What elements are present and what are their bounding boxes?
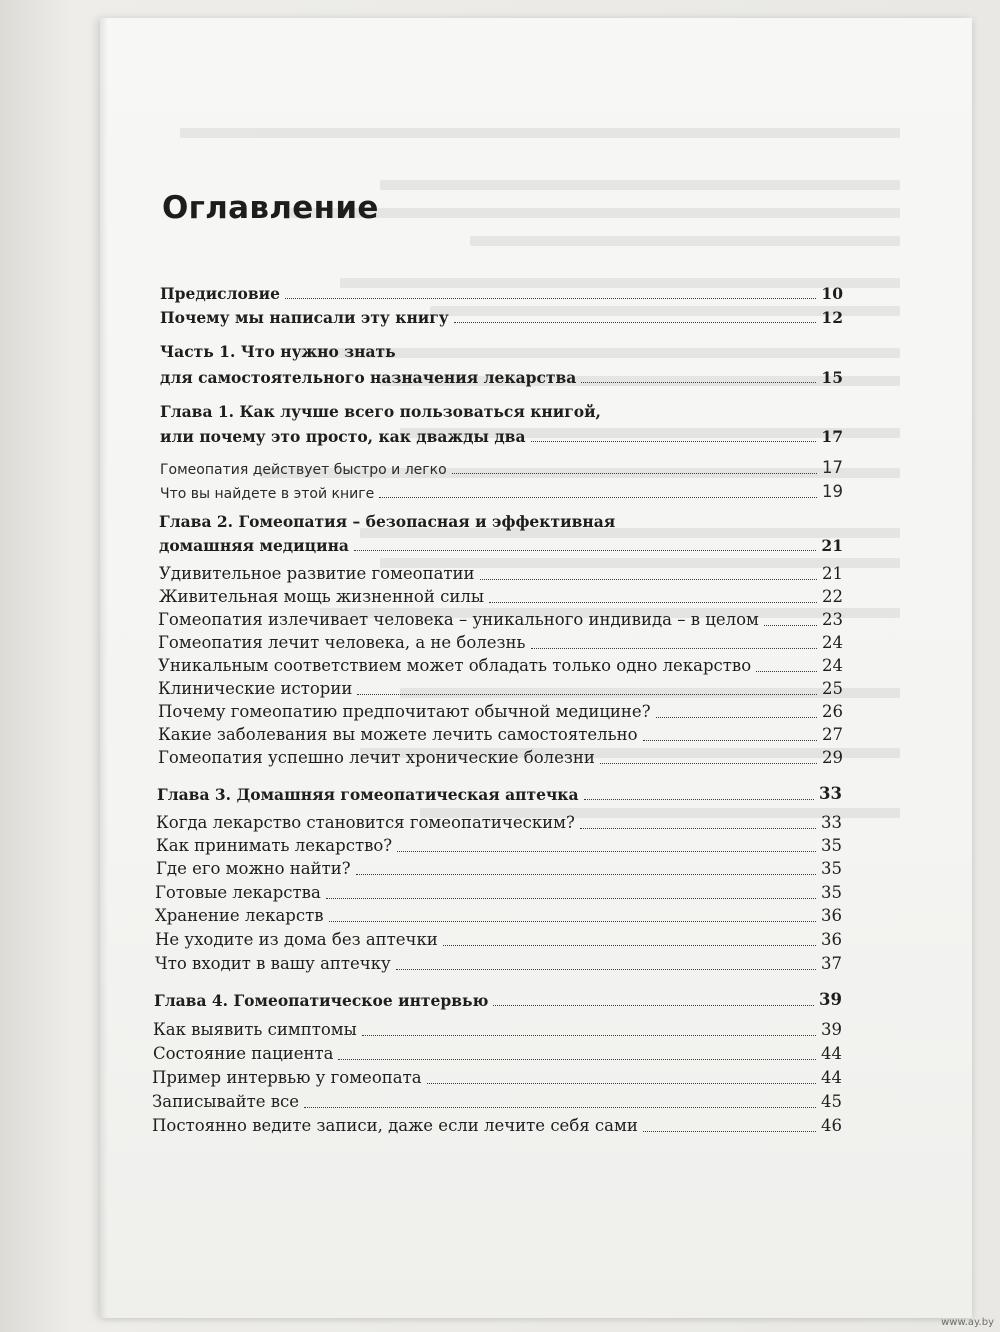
page-number: 33 — [819, 784, 842, 803]
leader-dots — [379, 497, 817, 498]
toc-entry: Почему гомеопатию предпочитают обычной медицине? 26 — [158, 702, 843, 721]
toc-part-heading: Часть 1. Что нужно знать — [160, 342, 396, 361]
page-number: 35 — [821, 883, 842, 902]
toc-entry: Где его можно найти? 35 — [156, 859, 842, 878]
toc-entry: Пример интервью у гомеопата 44 — [152, 1068, 842, 1087]
page-number: 17 — [822, 458, 843, 477]
toc-entry: Глава 4. Гомеопатическое интервью 39 — [154, 990, 842, 1010]
leader-dots — [643, 740, 817, 741]
page-number: 19 — [822, 482, 843, 501]
leader-dots — [581, 382, 816, 383]
toc-entry: Гомеопатия действует быстро и легко 17 — [160, 458, 843, 478]
leader-dots — [304, 1107, 816, 1108]
page-number: 44 — [821, 1068, 842, 1087]
leader-dots — [493, 1005, 814, 1006]
page-number: 26 — [822, 702, 843, 721]
toc-entry: Как выявить симптомы 39 — [153, 1020, 842, 1039]
leader-dots — [764, 625, 817, 626]
toc-entry: Что входит в вашу аптечку 37 — [155, 954, 842, 973]
leader-dots — [643, 1131, 816, 1132]
leader-dots — [756, 671, 817, 672]
leader-dots — [600, 763, 817, 764]
page-number: 27 — [822, 725, 843, 744]
table-of-contents — [100, 18, 972, 1318]
page-number: 22 — [822, 587, 843, 606]
page-number: 21 — [822, 564, 843, 583]
leader-dots — [427, 1083, 816, 1084]
toc-entry: Глава 3. Домашняя гомеопатическая аптечка 33 — [157, 784, 842, 804]
page-number: 39 — [821, 1020, 842, 1039]
toc-entry: Записывайте все 45 — [152, 1092, 842, 1111]
leader-dots — [580, 828, 816, 829]
page-number: 12 — [821, 308, 843, 327]
toc-entry: Удивительное развитие гомеопатии 21 — [159, 564, 843, 583]
toc-entry: Хранение лекарств 36 — [155, 906, 842, 925]
toc-entry: Гомеопатия лечит человека, а не болезнь 24 — [158, 633, 843, 652]
page-title: Оглавление — [162, 190, 379, 226]
toc-entry: домашняя медицина 21 — [159, 536, 843, 555]
toc-entry: Когда лекарство становится гомеопатическим? 33 — [156, 813, 842, 832]
toc-entry: Какие заболевания вы можете лечить самостоятельно 27 — [158, 725, 843, 744]
leader-dots — [338, 1059, 816, 1060]
leader-dots — [354, 550, 816, 551]
toc-chapter-heading: Глава 1. Как лучше всего пользоваться книгой, — [160, 402, 601, 421]
leader-dots — [326, 898, 816, 899]
toc-entry: или почему это просто, как дважды два 17 — [160, 427, 843, 446]
toc-entry: Почему мы написали эту книгу 12 — [160, 308, 843, 327]
toc-entry: Живительная мощь жизненной силы 22 — [159, 587, 843, 606]
page-number: 10 — [821, 284, 843, 303]
toc-entry: Гомеопатия успешно лечит хронические болезни 29 — [158, 748, 843, 767]
page-number: 35 — [821, 859, 842, 878]
toc-entry: для самостоятельного назначения лекарства 15 — [160, 368, 843, 387]
toc-entry: Как принимать лекарство? 35 — [156, 836, 842, 855]
leader-dots — [443, 945, 816, 946]
page-number: 39 — [819, 990, 842, 1009]
toc-entry: Гомеопатия излечивает человека – уникального индивида – в целом 23 — [158, 610, 843, 629]
toc-entry: Уникальным соответствием может обладать только одно лекарство 24 — [158, 656, 843, 675]
toc-entry: Предисловие 10 — [160, 284, 843, 303]
leader-dots — [362, 1035, 816, 1036]
leader-dots — [356, 874, 816, 875]
toc-entry: Не уходите из дома без аптечки 36 — [155, 930, 842, 949]
leader-dots — [396, 969, 816, 970]
page-number: 33 — [821, 813, 842, 832]
page-number: 25 — [822, 679, 843, 698]
page-number: 36 — [821, 906, 842, 925]
page-number: 46 — [821, 1116, 842, 1135]
page-number: 36 — [821, 930, 842, 949]
toc-chapter-heading: Глава 2. Гомеопатия – безопасная и эффективная — [159, 512, 616, 531]
toc-entry: Состояние пациента 44 — [153, 1044, 842, 1063]
toc-entry: Что вы найдете в этой книге 19 — [160, 482, 843, 502]
toc-entry: Клинические истории 25 — [158, 679, 843, 698]
page-number: 15 — [821, 368, 843, 387]
leader-dots — [584, 799, 814, 800]
page-number: 44 — [821, 1044, 842, 1063]
toc-entry: Постоянно ведите записи, даже если лечите себя сами 46 — [152, 1116, 842, 1135]
leader-dots — [656, 717, 817, 718]
leader-dots — [357, 694, 817, 695]
leader-dots — [329, 921, 816, 922]
leader-dots — [531, 648, 818, 649]
page-number: 37 — [821, 954, 842, 973]
leader-dots — [285, 298, 816, 299]
page-number: 21 — [821, 536, 843, 555]
page-number: 24 — [822, 656, 843, 675]
site-watermark: www.ay.by — [941, 1317, 994, 1328]
page-number: 17 — [821, 427, 843, 446]
page-number: 24 — [822, 633, 843, 652]
book-page — [100, 18, 972, 1318]
toc-entry: Готовые лекарства 35 — [155, 883, 842, 902]
page-number: 29 — [822, 748, 843, 767]
leader-dots — [452, 473, 817, 474]
leader-dots — [531, 441, 817, 442]
page-number: 23 — [822, 610, 843, 629]
leader-dots — [489, 602, 817, 603]
leader-dots — [397, 851, 816, 852]
leader-dots — [480, 579, 817, 580]
page-number: 35 — [821, 836, 842, 855]
leader-dots — [454, 322, 817, 323]
page-number: 45 — [821, 1092, 842, 1111]
